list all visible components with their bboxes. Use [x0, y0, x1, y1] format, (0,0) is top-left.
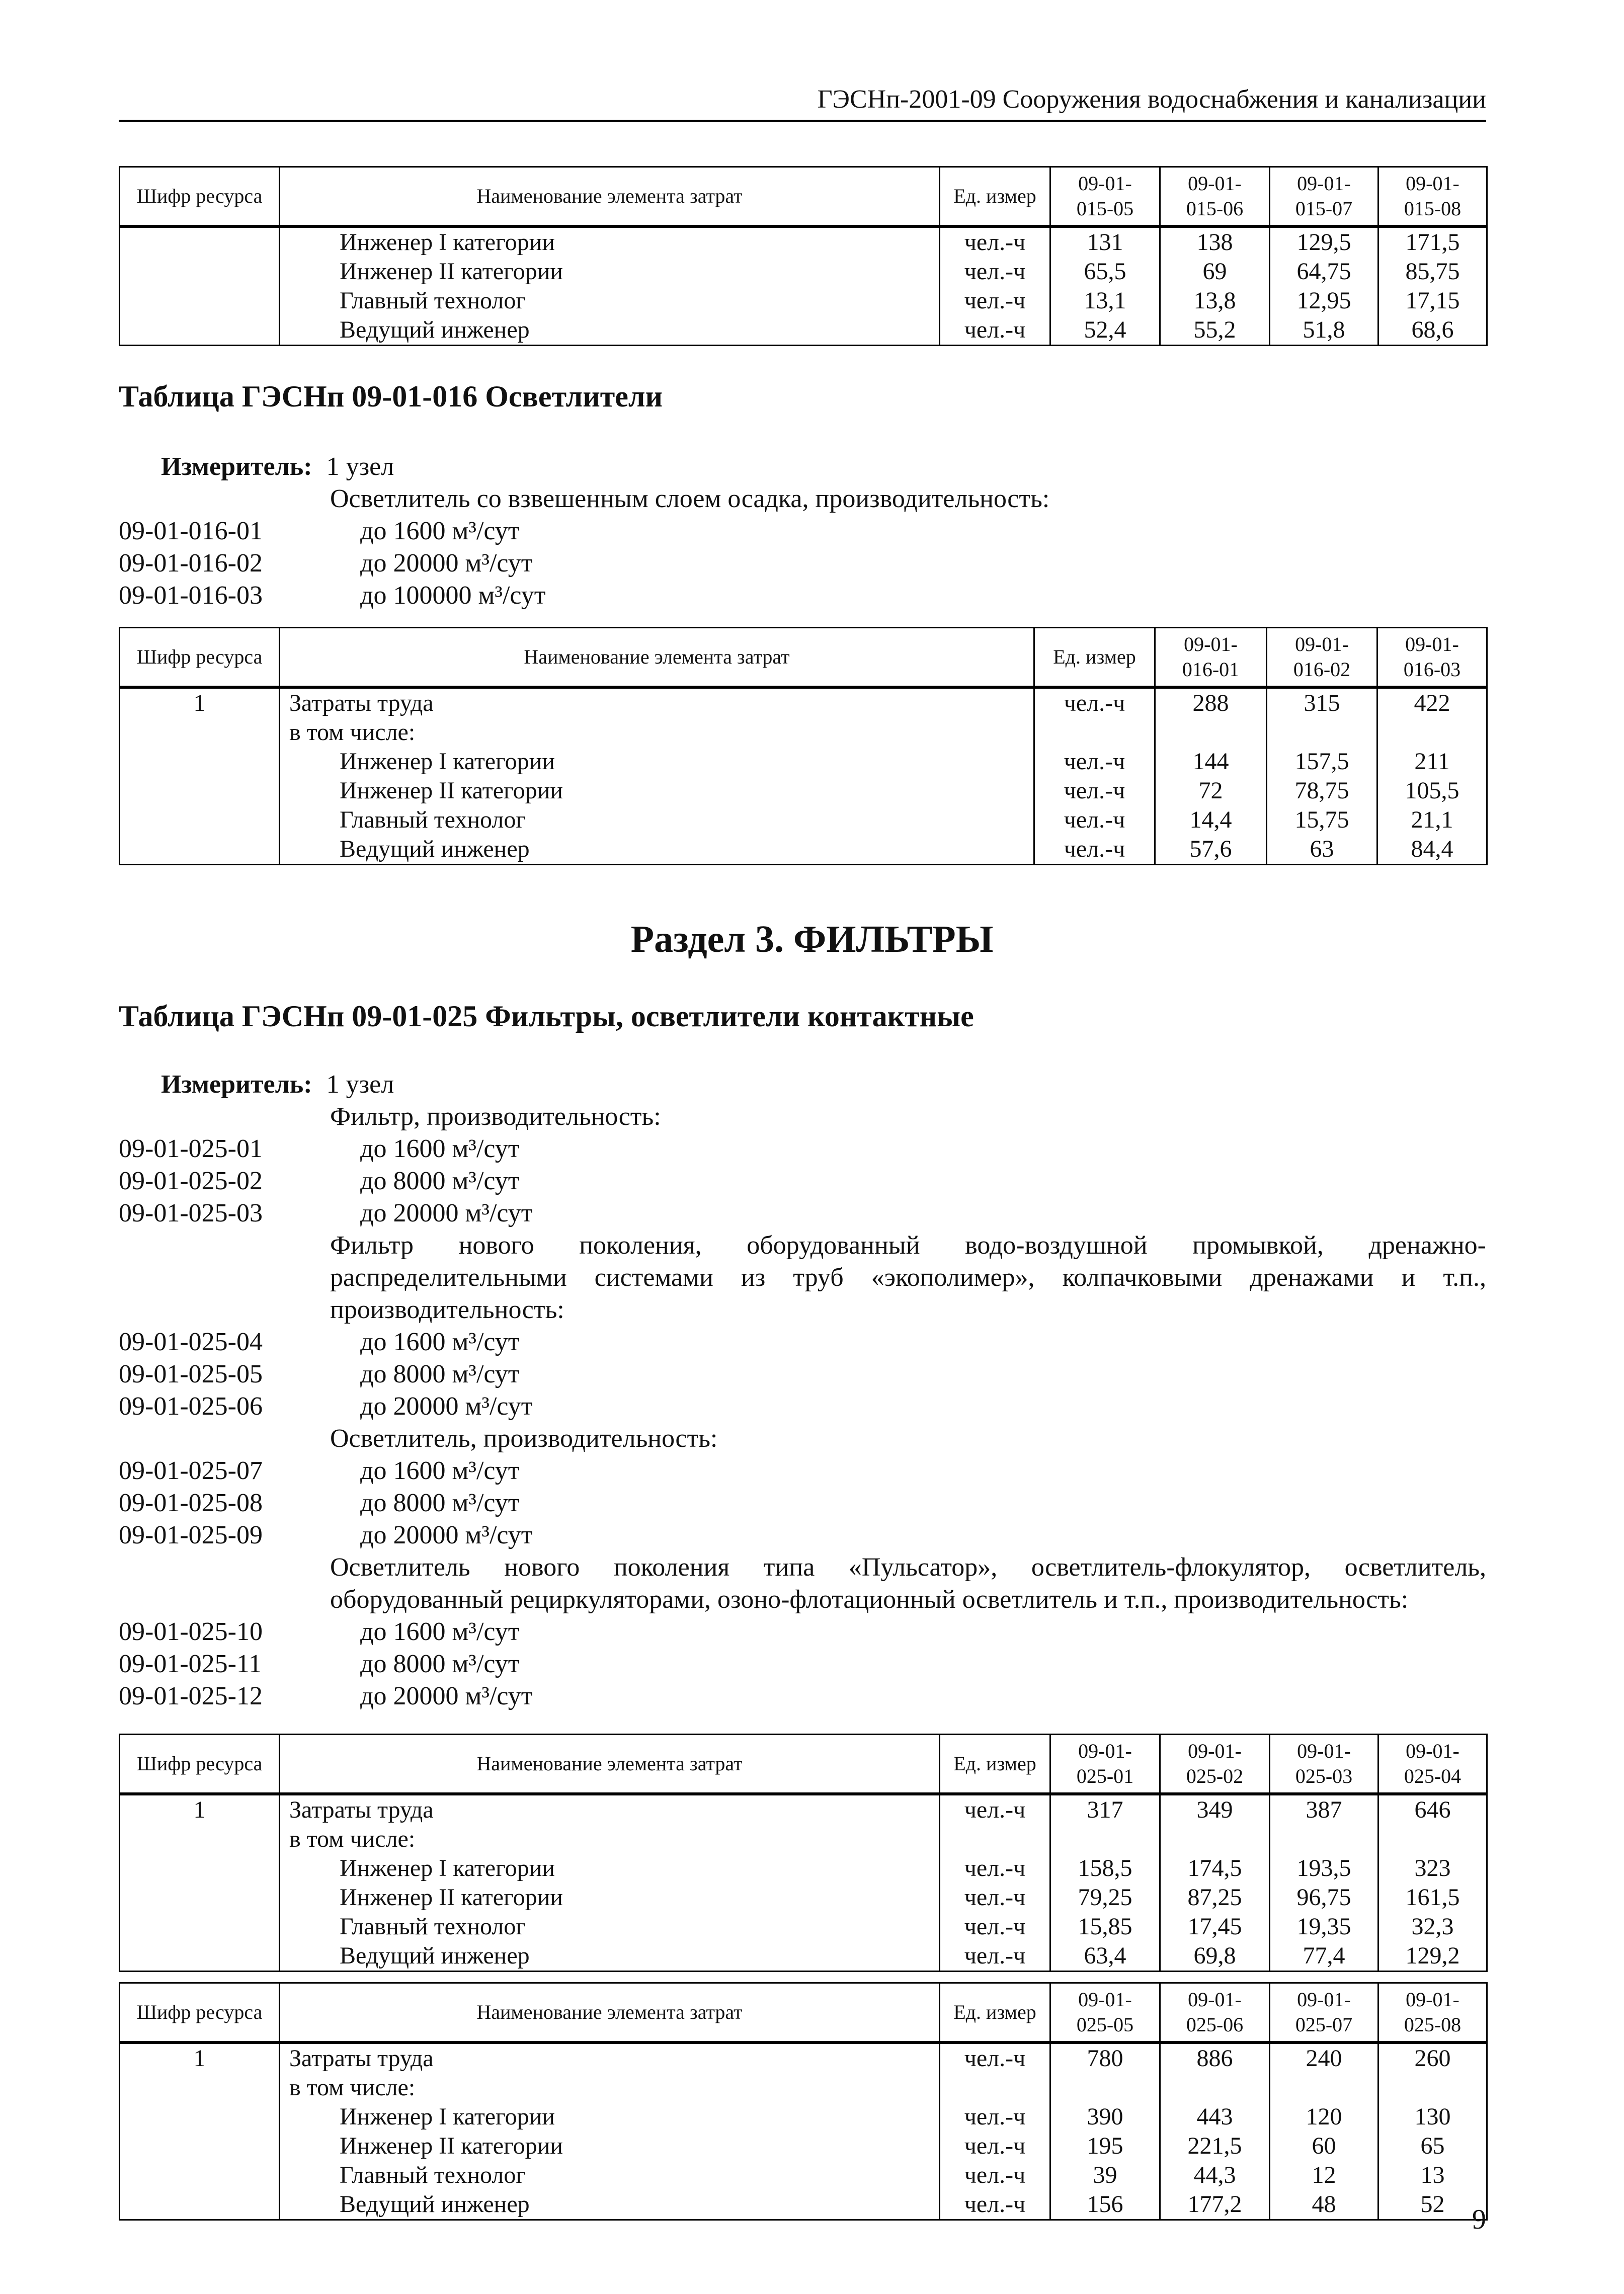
value: [1270, 1825, 1377, 1854]
col-header-unit: Ед. измер: [940, 167, 1050, 226]
value-col: [1378, 226, 1487, 346]
value: 177,2: [1187, 2190, 1242, 2218]
rate-text: до 1600 м³/сут: [360, 1617, 520, 1646]
rate-text: до 8000 м³/сут: [360, 1489, 520, 1517]
value: 60: [1312, 2132, 1336, 2159]
value: 96,75: [1296, 1883, 1351, 1911]
rate-text: до 1600 м³/сут: [360, 1328, 520, 1356]
unit-cell: [1034, 687, 1155, 865]
measure-value: 1 узел: [326, 1070, 394, 1099]
rate-item: [119, 1165, 1486, 1197]
unit-value: чел.-ч: [964, 258, 1026, 285]
resource-code-cell: [120, 687, 280, 865]
value: 19,35: [1296, 1913, 1351, 1940]
value-col: [1160, 2042, 1270, 2220]
rate-code: 09-01-025-07: [119, 1456, 263, 1485]
value: 12: [1312, 2161, 1336, 2188]
resource-name: Инженер I категории: [340, 1854, 555, 1881]
rate-code: 09-01-025-01: [119, 1134, 263, 1163]
value-col: [1270, 1794, 1378, 1972]
value-col: [1270, 226, 1378, 346]
value: 129,5: [1296, 228, 1351, 256]
value: 65,5: [1084, 258, 1126, 285]
col-header-name: Наименование элемента затрат: [280, 1735, 940, 1794]
value: 85,75: [1405, 258, 1460, 285]
resource-names-cell: [280, 226, 940, 346]
rate-item: [119, 580, 1486, 612]
col-header-name: Наименование элемента затрат: [280, 628, 1034, 687]
resource-code-cell: [120, 226, 280, 346]
value: 13,1: [1084, 287, 1126, 314]
col-header-code: Шифр ресурса: [120, 1735, 280, 1794]
unit-cell: [940, 226, 1050, 346]
col-header-rate-code: 09-01- 015-05: [1050, 167, 1160, 226]
value-col: [1160, 226, 1270, 346]
unit-value: чел.-ч: [964, 2103, 1026, 2130]
resource-name: Ведущий инженер: [340, 835, 530, 862]
resource-code: 1: [193, 1796, 206, 1823]
resource-name: Главный технолог: [340, 806, 526, 833]
value: 69: [1202, 258, 1227, 285]
rate-list-016: [119, 483, 1486, 612]
measure-line: [161, 451, 394, 483]
rate-item: [119, 1487, 1486, 1519]
rate-code: 09-01-025-04: [119, 1328, 263, 1356]
value: 780: [1087, 2044, 1123, 2072]
col-header-rate-code: 09-01- 025-04: [1378, 1735, 1487, 1794]
rate-group-description: Фильтр нового поколения, оборудованный водо-воздушной промывкой, дренажно-распределительными системами из труб «экополимер», колпачковыми дренажами и т.п., производительность:: [330, 1231, 1486, 1324]
rate-text: до 20000 м³/сут: [360, 1682, 533, 1710]
value: 886: [1196, 2044, 1233, 2072]
table-header-row: [120, 1983, 1487, 2042]
value-col: [1050, 2042, 1160, 2220]
value: 87,25: [1187, 1883, 1242, 1911]
resource-table-015: [119, 166, 1488, 346]
rate-text: до 1600 м³/сут: [360, 1456, 520, 1485]
value: 84,4: [1411, 835, 1453, 862]
value: 171,5: [1405, 228, 1460, 256]
value-col: [1377, 687, 1487, 865]
unit-value: чел.-ч: [964, 1796, 1026, 1823]
value: 443: [1196, 2103, 1233, 2130]
rate-text: до 100000 м³/сут: [360, 581, 546, 610]
col-header-rate-code: 09-01- 025-01: [1050, 1735, 1160, 1794]
unit-value: чел.-ч: [964, 316, 1026, 343]
col-header-rate-code: 09-01- 016-02: [1267, 628, 1377, 687]
value: 63,4: [1084, 1942, 1126, 1969]
unit-value: чел.-ч: [1064, 689, 1125, 716]
value: 221,5: [1187, 2132, 1242, 2159]
value: 52: [1420, 2190, 1445, 2218]
col-header-rate-code: 09-01- 015-07: [1270, 167, 1378, 226]
rate-text: до 8000 м³/сут: [360, 1650, 520, 1678]
resource-code: 1: [193, 689, 206, 716]
resource-name: Главный технолог: [340, 2161, 526, 2188]
unit-value: [1035, 718, 1154, 747]
rate-code: 09-01-025-12: [119, 1682, 263, 1710]
unit-value: чел.-ч: [1064, 835, 1125, 862]
value: 64,75: [1296, 258, 1351, 285]
value: 288: [1192, 689, 1229, 716]
resource-name: Затраты труда: [289, 1796, 434, 1823]
value: 52,4: [1084, 316, 1126, 343]
resource-name: Инженер I категории: [340, 2103, 555, 2130]
unit-value: [940, 1825, 1049, 1854]
value: 13,8: [1193, 287, 1236, 314]
value: 130: [1414, 2103, 1451, 2130]
rate-text: до 8000 м³/сут: [360, 1360, 520, 1388]
value: [1379, 2073, 1486, 2102]
value: 44,3: [1193, 2161, 1236, 2188]
value: 211: [1414, 748, 1450, 775]
value: 17,45: [1187, 1913, 1242, 1940]
value: 79,25: [1078, 1883, 1132, 1911]
unit-value: чел.-ч: [1064, 777, 1125, 804]
col-header-name: Наименование элемента затрат: [280, 167, 940, 226]
rate-item: [119, 1197, 1486, 1230]
value: 21,1: [1411, 806, 1453, 833]
col-header-unit: Ед. измер: [1034, 628, 1155, 687]
table-header-row: [120, 1735, 1487, 1794]
value: 156: [1087, 2190, 1123, 2218]
unit-cell: [940, 1794, 1050, 1972]
value: 69,8: [1193, 1942, 1236, 1969]
unit-value: чел.-ч: [1064, 748, 1125, 775]
rate-item: [119, 515, 1486, 547]
value: 157,5: [1294, 748, 1349, 775]
table-header-row: [120, 628, 1487, 687]
resource-name: Инженер I категории: [340, 748, 555, 775]
value: 57,6: [1189, 835, 1232, 862]
value: 161,5: [1405, 1883, 1460, 1911]
rate-item: [119, 1326, 1486, 1358]
value: 317: [1087, 1796, 1123, 1823]
value: 195: [1087, 2132, 1123, 2159]
value: 68,6: [1411, 316, 1454, 343]
value: 77,4: [1303, 1942, 1345, 1969]
rate-item: [119, 547, 1486, 580]
rate-code: 09-01-025-05: [119, 1360, 263, 1388]
col-header-rate-code: 09-01- 025-06: [1160, 1983, 1270, 2042]
value: 144: [1192, 748, 1229, 775]
rate-text: до 20000 м³/сут: [360, 1392, 533, 1421]
resource-name: Главный технолог: [340, 287, 526, 314]
resource-code-cell: [120, 2042, 280, 2220]
unit-value: чел.-ч: [964, 2190, 1026, 2218]
value: 260: [1414, 2044, 1451, 2072]
value: 55,2: [1193, 316, 1236, 343]
measure-label: Измеритель:: [161, 452, 312, 481]
rate-item: [119, 1133, 1486, 1165]
value: 646: [1414, 1796, 1451, 1823]
col-header-rate-code: 09-01- 015-06: [1160, 167, 1270, 226]
value: 174,5: [1187, 1854, 1242, 1881]
col-header-rate-code: 09-01- 015-08: [1378, 167, 1487, 226]
rate-item: [119, 1680, 1486, 1712]
resource-name: в том числе:: [289, 1825, 416, 1852]
resource-name: Инженер II категории: [340, 1883, 563, 1911]
unit-value: чел.-ч: [964, 2044, 1026, 2072]
rate-code: 09-01-016-02: [119, 549, 263, 578]
rate-code: 09-01-025-09: [119, 1521, 263, 1549]
value: 48: [1312, 2190, 1336, 2218]
resource-names-cell: [280, 2042, 940, 2220]
page-number: 9: [1472, 2204, 1486, 2235]
value: 323: [1414, 1854, 1451, 1881]
resource-name: Затраты труда: [289, 2044, 434, 2072]
value: 158,5: [1078, 1854, 1132, 1881]
value: 129,2: [1405, 1942, 1460, 1969]
rate-code: 09-01-025-02: [119, 1167, 263, 1195]
value: [1161, 2073, 1269, 2102]
table-body-row: [120, 226, 1487, 346]
rate-group-description: Фильтр, производительность:: [330, 1102, 661, 1131]
value: 387: [1306, 1796, 1342, 1823]
value: 193,5: [1296, 1854, 1351, 1881]
rate-list-025: [119, 1101, 1486, 1712]
value: 32,3: [1411, 1913, 1454, 1940]
value: 63: [1310, 835, 1334, 862]
value: [1156, 718, 1266, 747]
measure-line: [161, 1069, 394, 1101]
rate-code: 09-01-025-06: [119, 1392, 263, 1421]
resource-names-cell: [280, 1794, 940, 1972]
rate-code: 09-01-025-10: [119, 1617, 263, 1646]
value: 390: [1087, 2103, 1123, 2130]
table-title-025: Таблица ГЭСНп 09-01-025 Фильтры, осветлители контактные: [119, 1000, 974, 1033]
rate-text: до 1600 м³/сут: [360, 517, 520, 545]
value: [1378, 718, 1486, 747]
resource-table-025-b: [119, 1982, 1488, 2221]
value-col: [1270, 2042, 1378, 2220]
value: [1267, 718, 1376, 747]
rate-group-description: Осветлитель со взвешенным слоем осадка, производительность:: [330, 484, 1050, 513]
resource-name: Инженер II категории: [340, 777, 563, 804]
resource-code-cell: [120, 1794, 280, 1972]
value: 72: [1198, 777, 1223, 804]
value: 15,85: [1078, 1913, 1132, 1940]
rate-code: 09-01-025-08: [119, 1489, 263, 1517]
rate-item: [119, 1616, 1486, 1648]
unit-value: чел.-ч: [964, 287, 1026, 314]
col-header-rate-code: 09-01- 025-08: [1378, 1983, 1487, 2042]
unit-value: чел.-ч: [964, 2132, 1026, 2159]
resource-name: в том числе:: [289, 2074, 416, 2101]
resource-name: Инженер I категории: [340, 228, 555, 256]
value: 240: [1306, 2044, 1342, 2072]
col-header-unit: Ед. измер: [940, 1735, 1050, 1794]
value: 131: [1087, 228, 1123, 256]
value: 349: [1196, 1796, 1233, 1823]
resource-name: Главный технолог: [340, 1913, 526, 1940]
rate-code: 09-01-016-01: [119, 517, 263, 545]
resource-table-025-a: [119, 1734, 1488, 1972]
table-body-row: [120, 687, 1487, 865]
rate-text: до 20000 м³/сут: [360, 549, 533, 578]
resource-table-016: [119, 627, 1488, 865]
value: 120: [1306, 2103, 1342, 2130]
section-heading: Раздел 3. ФИЛЬТРЫ: [630, 918, 994, 960]
rate-text: до 1600 м³/сут: [360, 1134, 520, 1163]
value: 51,8: [1303, 316, 1345, 343]
value: [1161, 1825, 1269, 1854]
col-header-rate-code: 09-01- 025-07: [1270, 1983, 1378, 2042]
rate-code: 09-01-025-11: [119, 1650, 262, 1678]
rate-text: до 20000 м³/сут: [360, 1199, 533, 1227]
col-header-rate-code: 09-01- 016-03: [1377, 628, 1487, 687]
value: [1270, 2073, 1377, 2102]
value: 17,15: [1405, 287, 1460, 314]
value: 315: [1304, 689, 1340, 716]
value-col: [1378, 2042, 1487, 2220]
rate-text: до 8000 м³/сут: [360, 1167, 520, 1195]
value: [1051, 1825, 1159, 1854]
value-col: [1155, 687, 1267, 865]
resource-name: Инженер II категории: [340, 258, 563, 285]
col-header-rate-code: 09-01- 016-01: [1155, 628, 1267, 687]
unit-cell: [940, 2042, 1050, 2220]
rate-item: [119, 1519, 1486, 1551]
unit-value: чел.-ч: [1064, 806, 1125, 833]
value: 12,95: [1296, 287, 1351, 314]
rate-code: 09-01-025-03: [119, 1199, 263, 1227]
unit-value: чел.-ч: [964, 1854, 1026, 1881]
resource-name: в том числе:: [289, 718, 416, 746]
rate-group-description: Осветлитель, производительность:: [330, 1424, 718, 1453]
resource-names-cell: [280, 687, 1034, 865]
rate-group-description: Осветлитель нового поколения типа «Пульсатор», осветлитель-флокулятор, осветлитель, оборудованный рециркуляторами, озоно-флотационный осветлитель и т.п., производительность:: [330, 1553, 1486, 1614]
unit-value: [940, 2073, 1049, 2102]
unit-value: чел.-ч: [964, 1942, 1026, 1969]
resource-name: Затраты труда: [289, 689, 434, 716]
unit-value: чел.-ч: [964, 2161, 1026, 2188]
value: 14,4: [1189, 806, 1232, 833]
value: 13: [1420, 2161, 1445, 2188]
col-header-code: Шифр ресурса: [120, 1983, 280, 2042]
value-col: [1050, 1794, 1160, 1972]
table-title-016: Таблица ГЭСНп 09-01-016 Осветлители: [119, 380, 663, 413]
col-header-rate-code: 09-01- 025-05: [1050, 1983, 1160, 2042]
measure-value: 1 узел: [326, 452, 394, 481]
unit-value: чел.-ч: [964, 1913, 1026, 1940]
measure-label: Измеритель:: [161, 1070, 312, 1099]
resource-code: 1: [193, 2044, 206, 2072]
col-header-code: Шифр ресурса: [120, 628, 280, 687]
value-col: [1050, 226, 1160, 346]
table-body-row: [120, 2042, 1487, 2220]
col-header-unit: Ед. измер: [940, 1983, 1050, 2042]
value-col: [1378, 1794, 1487, 1972]
table-body-row: [120, 1794, 1487, 1972]
col-header-code: Шифр ресурса: [120, 167, 280, 226]
resource-name: Ведущий инженер: [340, 1942, 530, 1969]
value-col: [1267, 687, 1377, 865]
col-header-name: Наименование элемента затрат: [280, 1983, 940, 2042]
resource-name: Ведущий инженер: [340, 2190, 530, 2218]
rate-item: [119, 1648, 1486, 1680]
value: 78,75: [1294, 777, 1349, 804]
value: 105,5: [1405, 777, 1459, 804]
rate-item: [119, 1390, 1486, 1423]
value: 39: [1093, 2161, 1117, 2188]
value-col: [1160, 1794, 1270, 1972]
value: [1051, 2073, 1159, 2102]
running-header: ГЭСНп-2001-09 Сооружения водоснабжения и канализации: [119, 79, 1486, 122]
rate-item: [119, 1455, 1486, 1487]
col-header-rate-code: 09-01- 025-02: [1160, 1735, 1270, 1794]
rate-code: 09-01-016-03: [119, 581, 263, 610]
table-header-row: [120, 167, 1487, 226]
value: 15,75: [1294, 806, 1349, 833]
value: 65: [1420, 2132, 1445, 2159]
rate-item: [119, 1358, 1486, 1390]
unit-value: чел.-ч: [964, 228, 1026, 256]
resource-name: Ведущий инженер: [340, 316, 530, 343]
value: 422: [1414, 689, 1450, 716]
col-header-rate-code: 09-01- 025-03: [1270, 1735, 1378, 1794]
unit-value: чел.-ч: [964, 1883, 1026, 1911]
value: [1379, 1825, 1486, 1854]
resource-name: Инженер II категории: [340, 2132, 563, 2159]
rate-text: до 20000 м³/сут: [360, 1521, 533, 1549]
value: 138: [1196, 228, 1233, 256]
